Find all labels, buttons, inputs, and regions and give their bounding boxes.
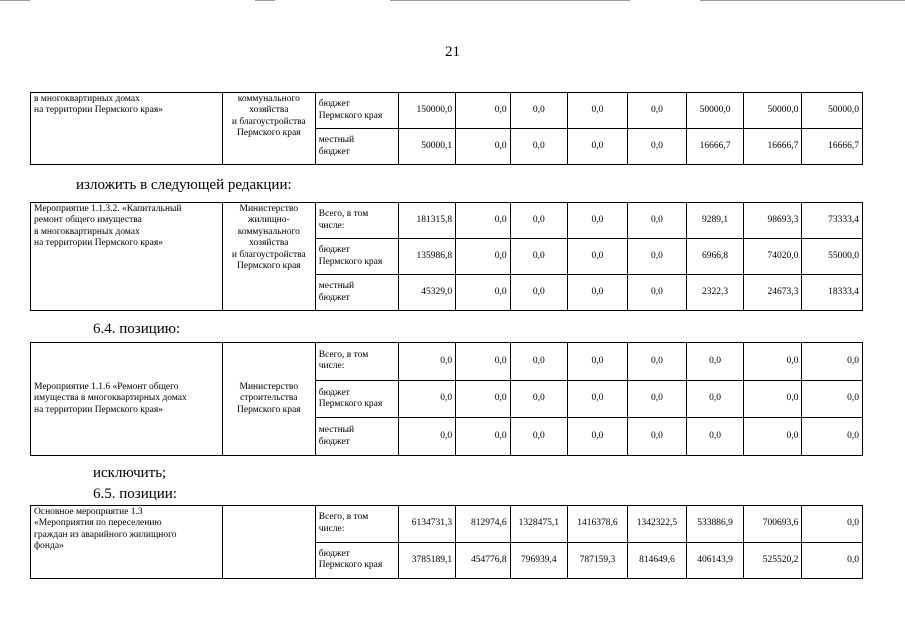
instruction-text-position: 6.4. позицию: [93,321,181,337]
funding-source-cell: местный бюджет [315,129,398,165]
amount-cell: 0,0 [456,275,511,311]
amount-cell: 0,0 [510,239,568,275]
measure-name-cell: в многоквартирных домах на территории Пермского края» [31,93,223,165]
amount-cell: 24673,3 [743,275,802,311]
top-edge-line [255,0,275,1]
amount-cell: 98693,3 [743,203,802,239]
amount-cell: 0,0 [568,275,628,311]
amount-cell: 16666,7 [802,129,863,165]
instruction-text-replace: изложить в следующей редакции: [76,177,292,193]
table-row [31,203,863,239]
amount-cell: 0,0 [627,380,687,418]
amount-cell: 0,0 [510,380,568,418]
funding-source-cell: Всего, в том числе: [315,343,398,381]
amount-cell: 0,0 [398,380,456,418]
amount-cell: 0,0 [568,203,628,239]
amount-cell: 18333,4 [802,275,863,311]
budget-table-3 [30,342,863,456]
amount-cell: 73333,4 [802,203,863,239]
amount-cell: 0,0 [568,93,628,129]
amount-cell: 6134731,3 [398,506,456,543]
amount-cell: 0,0 [456,380,511,418]
measure-name-cell: Мероприятие 1.1.3.2. «Капитальный ремонт общего имущества в многоквартирных домах на территории Пермского края» [31,203,223,311]
amount-cell: 1328475,1 [510,506,568,543]
amount-cell: 812974,6 [456,506,511,543]
amount-cell: 50000,0 [687,93,744,129]
amount-cell: 0,0 [456,129,511,165]
amount-cell: 0,0 [802,418,863,456]
amount-cell: 454776,8 [456,542,511,579]
amount-cell: 0,0 [627,129,687,165]
amount-cell: 0,0 [802,380,863,418]
amount-cell: 16666,7 [687,129,744,165]
amount-cell: 50000,0 [802,93,863,129]
amount-cell: 0,0 [627,343,687,381]
amount-cell: 2322,3 [687,275,744,311]
table-row [31,343,863,381]
amount-cell: 0,0 [510,203,568,239]
executor-cell: коммунального хозяйства и благоустройства Пермского края [222,93,315,165]
amount-cell: 0,0 [627,239,687,275]
amount-cell: 0,0 [456,203,511,239]
top-edge-line [0,0,30,1]
funding-source-cell: Всего, в том числе: [315,506,398,543]
amount-cell: 0,0 [687,418,744,456]
amount-cell: 0,0 [687,380,744,418]
amount-cell: 0,0 [510,343,568,381]
amount-cell: 6966,8 [687,239,744,275]
amount-cell: 0,0 [802,542,863,579]
funding-source-cell: местный бюджет [315,275,398,311]
amount-cell: 0,0 [687,343,744,381]
amount-cell: 525520,2 [743,542,802,579]
funding-source-cell: бюджет Пермского края [315,93,398,129]
amount-cell: 0,0 [627,275,687,311]
measure-name-cell: Основное мероприятие 1.3 «Мероприятия по переселению граждан из аварийного жилищного фонда» [31,506,223,579]
amount-cell: 135986,8 [398,239,456,275]
amount-cell: 0,0 [398,418,456,456]
amount-cell: 0,0 [456,239,511,275]
amount-cell: 0,0 [802,506,863,543]
amount-cell: 700693,6 [743,506,802,543]
budget-table-2 [30,202,863,311]
amount-cell: 55000,0 [802,239,863,275]
amount-cell: 796939,4 [510,542,568,579]
amount-cell: 0,0 [802,343,863,381]
amount-cell: 0,0 [510,93,568,129]
amount-cell: 0,0 [568,343,628,381]
instruction-text-exclude: исключить; [93,465,167,481]
amount-cell: 1342322,5 [627,506,687,543]
amount-cell: 0,0 [398,343,456,381]
amount-cell: 0,0 [743,343,802,381]
amount-cell: 787159,3 [568,542,628,579]
funding-source-cell: местный бюджет [315,418,398,456]
funding-source-cell: Всего, в том числе: [315,203,398,239]
amount-cell: 0,0 [568,239,628,275]
amount-cell: 181315,8 [398,203,456,239]
amount-cell: 0,0 [568,418,628,456]
amount-cell: 1416378,6 [568,506,628,543]
top-edge-line [390,0,630,1]
funding-source-cell: бюджет Пермского края [315,542,398,579]
amount-cell: 0,0 [743,380,802,418]
top-edge-line [700,0,905,1]
amount-cell: 50000,0 [743,93,802,129]
amount-cell: 150000,0 [398,93,456,129]
amount-cell: 0,0 [510,275,568,311]
table-row [31,93,863,129]
amount-cell: 0,0 [456,418,511,456]
amount-cell: 0,0 [456,93,511,129]
amount-cell: 0,0 [627,418,687,456]
amount-cell: 0,0 [627,203,687,239]
instruction-text-positions: 6.5. позиции: [93,486,177,502]
table-row [31,506,863,543]
amount-cell: 0,0 [743,418,802,456]
funding-source-cell: бюджет Пермского края [315,380,398,418]
amount-cell: 9289,1 [687,203,744,239]
budget-table-1 [30,92,863,165]
executor-cell: Министерство строительства Пермского края [222,343,315,456]
budget-table-4 [30,505,863,579]
amount-cell: 0,0 [510,418,568,456]
amount-cell: 0,0 [456,343,511,381]
amount-cell: 3785189,1 [398,542,456,579]
funding-source-cell: бюджет Пермского края [315,239,398,275]
amount-cell: 814649,6 [627,542,687,579]
amount-cell: 406143,9 [687,542,744,579]
amount-cell: 16666,7 [743,129,802,165]
page-number: 21 [445,44,460,60]
executor-cell [222,506,315,579]
amount-cell: 45329,0 [398,275,456,311]
amount-cell: 0,0 [568,380,628,418]
amount-cell: 0,0 [568,129,628,165]
amount-cell: 74020,0 [743,239,802,275]
amount-cell: 0,0 [627,93,687,129]
amount-cell: 0,0 [510,129,568,165]
executor-cell: Министерство жилищно- коммунального хозяйства и благоустройства Пермского края [222,203,315,311]
measure-name-cell: Мероприятие 1.1.6 «Ремонт общего имущества в многоквартирных домах на территории Пермского края» [31,343,223,456]
amount-cell: 50000,1 [398,129,456,165]
amount-cell: 533886,9 [687,506,744,543]
